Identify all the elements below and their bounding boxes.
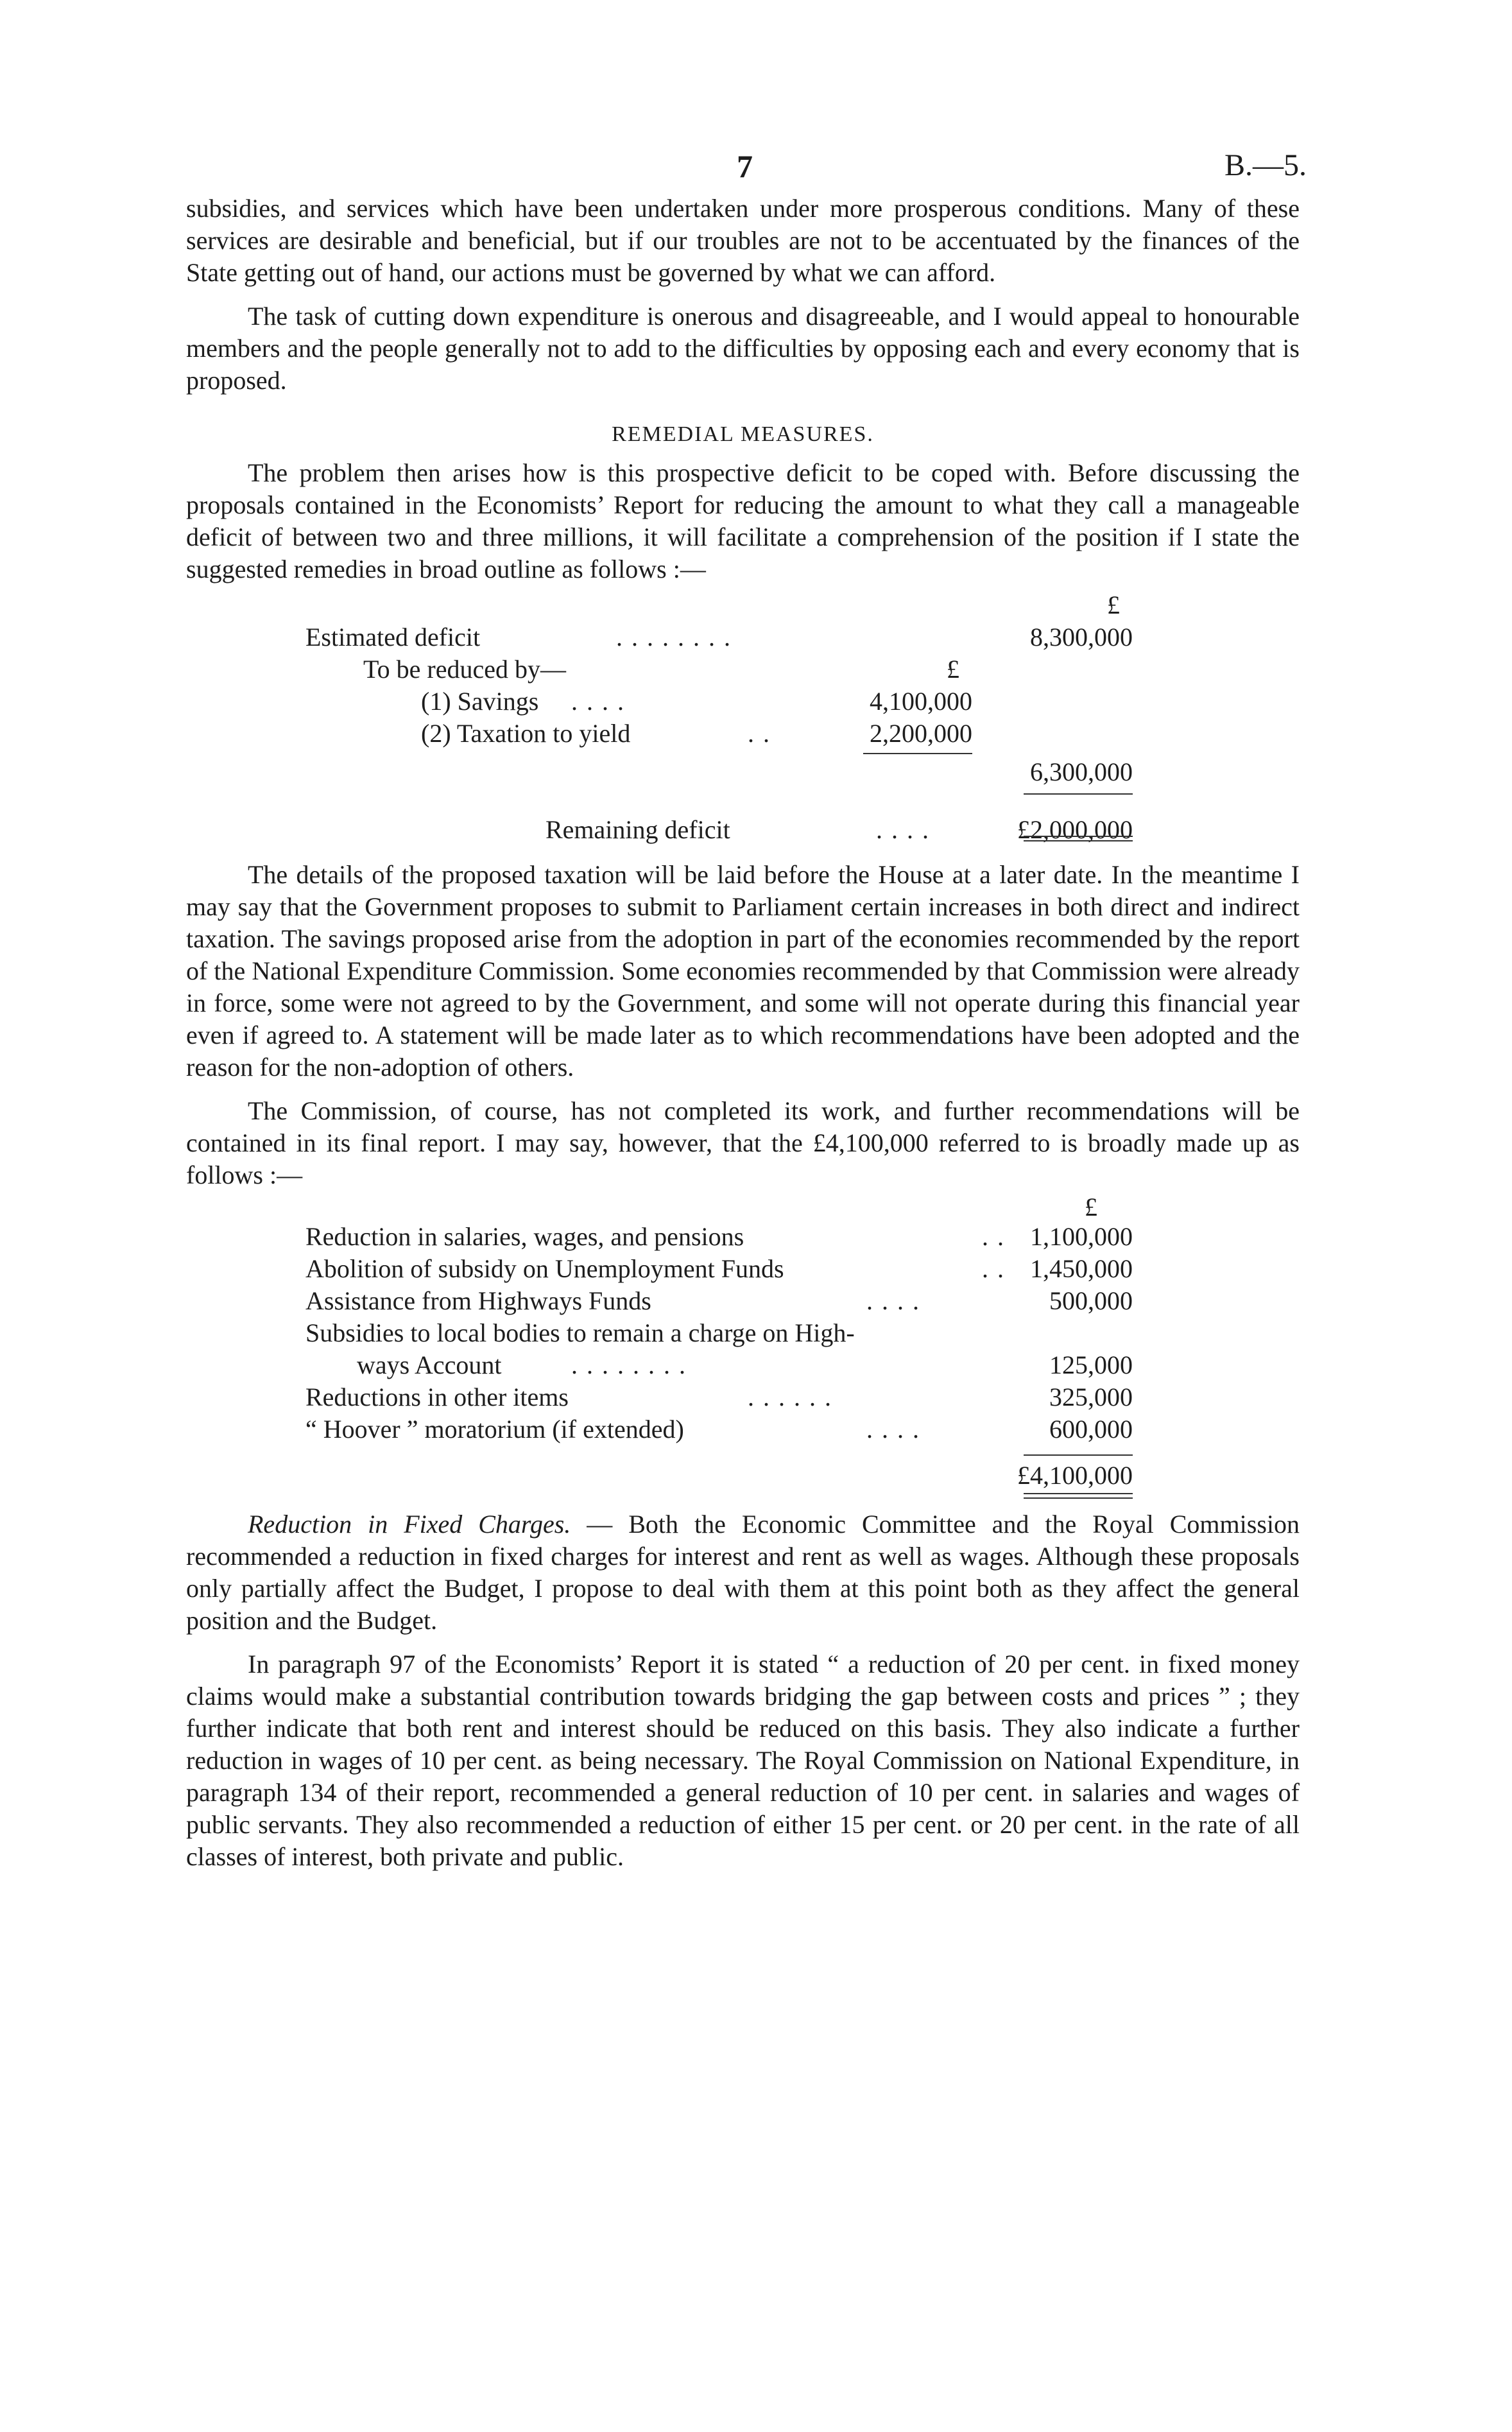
savings-item-label: Reduction in salaries, wages, and pensions bbox=[305, 1222, 744, 1251]
leader-dots: . . . . bbox=[866, 1415, 920, 1444]
savings-item-label: Assistance from Highways Funds bbox=[305, 1286, 651, 1315]
double-rule bbox=[1024, 1493, 1133, 1499]
savings-item-value: 600,000 bbox=[1049, 1415, 1133, 1444]
paragraph-economists-report: In paragraph 97 of the Economists’ Report it is stated “ a reduction of 20 per cent. in fixed money claims would make a substantial contribution towards bridging the gap between costs and prices ” ; they further indicate that both rent and interest should be reduced on this basis. They also indicate a further reduction in wages of 10 per cent. as being necessary. The Royal Commission on National Expenditure, in paragraph 134 of their report, recommended a general reduction of 10 per cent. in salaries and wages of public servants. They also recommended a reduction of either 15 per cent. or 20 per cent. in the rate of all classes of interest, both private and public. bbox=[186, 1650, 1300, 1871]
savings-item-value: 1,450,000 bbox=[1030, 1254, 1133, 1283]
section-title: Reduction in Fixed Charges. bbox=[248, 1510, 571, 1539]
savings-item-label: Abolition of subsidy on Unemployment Funds bbox=[305, 1254, 784, 1283]
leader-dots: . . . . . . bbox=[748, 1383, 832, 1411]
savings-item-value: 1,100,000 bbox=[1030, 1222, 1133, 1251]
sub-currency-header: £ bbox=[947, 655, 959, 684]
paragraph-fixed-charges bbox=[186, 1508, 1300, 1637]
savings-item-label: Subsidies to local bodies to remain a charge on High- bbox=[305, 1318, 855, 1347]
currency-header: £ bbox=[1107, 591, 1120, 619]
savings-item-label: Reductions in other items bbox=[305, 1383, 569, 1411]
savings-table bbox=[186, 1191, 1300, 1493]
subtotal-rule bbox=[863, 753, 972, 754]
savings-total-value: £4,100,000 bbox=[1017, 1461, 1133, 1490]
document-reference: B.—5. bbox=[1224, 148, 1307, 182]
leader-dots: . . . . bbox=[866, 1286, 920, 1315]
estimated-deficit-label: Estimated deficit bbox=[305, 623, 481, 651]
paragraph-continued: subsidies, and services which have been undertaken under more prosperous conditions. Many of these services are desirable and beneficial, but if our troubles are not to be accentuated by the finances of the State getting out of hand, our actions must be governed by what we can afford. bbox=[186, 194, 1300, 287]
leader-dots: . . bbox=[748, 719, 771, 748]
reduced-by-label: To be reduced by— bbox=[363, 655, 566, 684]
estimated-deficit-value: 8,300,000 bbox=[1030, 623, 1133, 651]
savings-value: 4,100,000 bbox=[870, 687, 972, 716]
paragraph-text: — Both the Economic Committee and the Royal Commission recommended a reduction in fixed charges for interest and rent as well as wages. Although these proposals only partially affect the Budget, I propose to deal with them at this point both as they affect the general position and the Budget. bbox=[186, 1510, 1300, 1635]
paragraph-expenditure: The task of cutting down expenditure is onerous and disagreeable, and I would appeal to honourable members and the people generally not to add to the difficulties by opposing each and every economy that is proposed. bbox=[186, 302, 1300, 395]
total-rule bbox=[1024, 793, 1133, 795]
total-rule bbox=[1024, 1454, 1133, 1456]
taxation-label: (2) Taxation to yield bbox=[421, 719, 631, 748]
paragraph-taxation: The details of the proposed taxation will be laid before the House at a later date. In the meantime I may say that the Government proposes to submit to Parliament certain increases in both direct and indirect taxation. The savings proposed arise from the adoption in part of the economies recommended by the report of the National Expenditure Commission. Some economies recommended by that Commission were already in force, some were not agreed to by the Government, and some will not operate during this financial year even if agreed to. A statement will be made later as to which recommendations have been adopted and the reason for the non-adoption of others. bbox=[186, 860, 1300, 1082]
leader-dots: . . . . bbox=[571, 687, 625, 716]
page-number: 7 bbox=[737, 148, 753, 184]
double-rule bbox=[1024, 836, 1133, 841]
taxation-value: 2,200,000 bbox=[870, 719, 972, 748]
section-heading: REMEDIAL MEASURES. bbox=[612, 422, 874, 446]
savings-item-value: 325,000 bbox=[1049, 1383, 1133, 1411]
paragraph-commission: The Commission, of course, has not completed its work, and further recommendations will be contained in its final report. I may say, however, that the £4,100,000 referred to is broadly made up as follows :— bbox=[186, 1096, 1300, 1189]
remaining-deficit-value: £2,000,000 bbox=[1017, 815, 1133, 844]
savings-label: (1) Savings bbox=[421, 687, 539, 716]
paragraph-problem: The problem then arises how is this prospective deficit to be coped with. Before discussing the proposals contained in the Economists’ Report for reducing the amount to what they call a manageable deficit of between two and three millions, it will facilitate a comprehension of the position if I state the suggested remedies in broad outline as follows :— bbox=[186, 458, 1300, 583]
savings-item-label: “ Hoover ” moratorium (if extended) bbox=[305, 1415, 684, 1444]
savings-item-value: 125,000 bbox=[1049, 1350, 1133, 1379]
savings-item-value: 500,000 bbox=[1049, 1286, 1133, 1315]
leader-dots: . . . . . . . . bbox=[616, 623, 732, 651]
savings-item-label: ways Account bbox=[357, 1350, 502, 1379]
leader-dots: . . bbox=[982, 1222, 1005, 1251]
deficit-table bbox=[186, 589, 1300, 846]
currency-header: £ bbox=[1085, 1193, 1097, 1221]
leader-dots: . . . . bbox=[876, 815, 930, 844]
leader-dots: . . . . . . . . bbox=[571, 1350, 687, 1379]
subtotal-value: 6,300,000 bbox=[1030, 757, 1133, 786]
remaining-deficit-label: Remaining deficit bbox=[546, 815, 730, 844]
page-header bbox=[0, 148, 1512, 186]
leader-dots: . . bbox=[982, 1254, 1005, 1283]
document-body bbox=[186, 193, 1300, 1873]
